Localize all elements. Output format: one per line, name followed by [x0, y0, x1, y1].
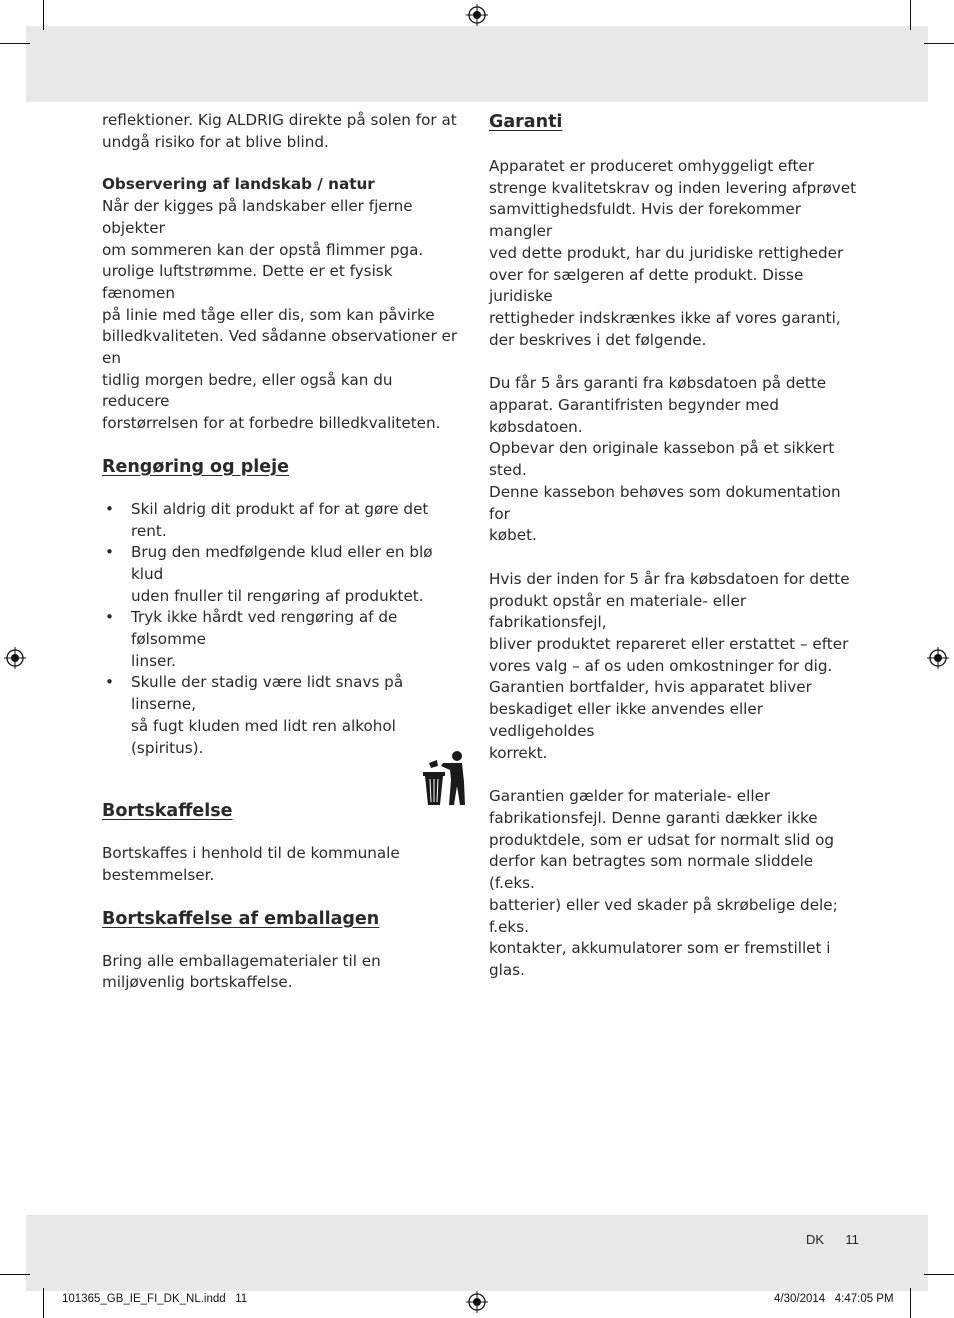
crop-mark — [0, 1274, 30, 1275]
intro-paragraph — [102, 110, 462, 153]
text-line: Opbevar den originale kassebon på et sikkert sted. — [489, 439, 835, 480]
text-line: miljøvenlig bortskaffelse. — [102, 973, 293, 992]
left-column — [102, 110, 462, 994]
crop-mark — [0, 43, 30, 44]
crop-mark — [924, 43, 954, 44]
text-line: tidlig morgen bedre, eller også kan du reducere — [102, 370, 393, 411]
text-line: • Skulle der stadig være lidt snavs på linserne, — [131, 673, 404, 714]
header-band — [26, 26, 928, 102]
list-item — [102, 542, 462, 607]
text-line: urolige luftstrømme. Dette er et fysisk fænomen — [102, 262, 393, 302]
warranty-paragraph — [489, 569, 861, 764]
warranty-paragraph — [489, 156, 861, 351]
text-line: Garantien bortfalder, hvis apparatet bliver — [489, 678, 812, 697]
cleaning-list — [102, 499, 462, 759]
crop-mark — [910, 1288, 911, 1318]
text-line: • Brug den medfølgende klud eller en blø klud — [131, 543, 433, 583]
registration-mark-icon — [927, 647, 949, 669]
registration-mark-icon — [4, 647, 26, 669]
footer-band — [26, 1215, 928, 1291]
packaging-heading: Bortskaffelse af emballagen — [102, 908, 380, 929]
text-line: rettigheder indskrænkes ikke af vores garanti, — [489, 308, 841, 327]
text-line: billedkvaliteten. Ved sådanne observationer er en — [102, 327, 458, 368]
text-line: forstørrelsen for at forbedre billedkvaliteten. — [102, 414, 441, 433]
text-line: undgå risiko for at blive blind. — [102, 132, 329, 151]
crop-mark — [910, 0, 911, 30]
registration-mark-icon — [466, 1291, 488, 1313]
text-line: bestemmelser. — [102, 865, 215, 884]
text-line: Apparatet er produceret omhyggeligt efter — [489, 157, 815, 175]
page-number — [806, 1232, 859, 1247]
text-line: batterier) eller ved skader på skrøbelige dele; f.eks. — [489, 895, 838, 936]
file-slug: 101365_GB_IE_FI_DK_NL.indd 11 — [62, 1293, 248, 1305]
page-number-value: 11 — [845, 1232, 859, 1247]
language-code: DK — [806, 1232, 825, 1247]
disposal-paragraph — [102, 843, 462, 886]
text-line: produktdele, som er udsat for normalt slid og — [489, 830, 835, 849]
landscape-subheading: Observering af landskab / natur — [102, 175, 375, 194]
text-line: strenge kvalitetskrav og inden levering afprøvet — [489, 178, 857, 197]
crop-mark — [924, 1274, 954, 1275]
text-line: Bring alle emballagematerialer til en — [102, 951, 381, 970]
recycle-bin-person-icon — [419, 750, 467, 806]
text-line: Garantien gælder for materiale- eller — [489, 787, 771, 806]
text-line: derfor kan betragtes som normale sliddele (f.eks. — [489, 852, 814, 893]
text-line: så fugt kluden med lidt ren alkohol (spiritus). — [131, 716, 396, 757]
text-line: apparat. Garantifristen begynder med købsdatoen. — [489, 396, 780, 436]
text-line: • Tryk ikke hårdt ved rengøring af de følsomme — [131, 608, 398, 649]
text-line: ved dette produkt, har du juridiske rettigheder — [489, 243, 844, 262]
registration-mark-icon — [466, 4, 488, 26]
crop-mark — [43, 0, 44, 30]
text-line: beskadiget eller ikke anvendes eller vedligeholdes — [489, 700, 763, 740]
text-line: • Skil aldrig dit produkt af for at gøre det rent. — [131, 499, 429, 540]
warranty-paragraph — [489, 373, 861, 547]
cleaning-heading: Rengøring og pleje — [102, 456, 289, 477]
text-line: uden fnuller til rengøring af produktet. — [131, 586, 424, 605]
text-line: produkt opstår en materiale- eller fabrikationsfejl, — [489, 591, 747, 632]
text-line: linser. — [131, 651, 176, 670]
list-item — [102, 672, 462, 759]
text-line: kontakter, akkumulatorer som er fremstillet i glas. — [489, 939, 831, 979]
crop-mark — [43, 1288, 44, 1318]
print-timestamp: 4/30/2014 4:47:05 PM — [774, 1293, 894, 1305]
list-item — [102, 499, 462, 542]
warranty-heading: Garanti — [489, 112, 563, 132]
text-line: reflektioner. Kig ALDRIG direkte på solen for at — [102, 111, 457, 129]
list-item — [102, 607, 462, 672]
text-line: bliver produktet repareret eller erstattet – efter — [489, 635, 849, 654]
text-line: Hvis der inden for 5 år fra købsdatoen for dette — [489, 569, 850, 588]
text-line: over for sælgeren af dette produkt. Disse juridiske — [489, 265, 804, 306]
packaging-paragraph — [102, 951, 462, 994]
text-line: købet. — [489, 526, 537, 545]
text-line: Bortskaffes i henhold til de kommunale — [102, 844, 400, 863]
text-line: om sommeren kan der opstå flimmer pga. — [102, 240, 424, 259]
warranty-paragraph — [489, 786, 861, 981]
text-line: korrekt. — [489, 743, 548, 762]
landscape-paragraph — [102, 196, 462, 435]
text-line: fabrikationsfejl. Denne garanti dækker ikke — [489, 808, 818, 827]
text-line: vores valg – af os uden omkostninger for dig. — [489, 656, 833, 675]
text-line: Du får 5 års garanti fra købsdatoen på dette — [489, 374, 827, 393]
text-line: samvittighedsfuldt. Hvis der forekommer mangler — [489, 200, 801, 241]
disposal-heading: Bortskaffelse — [102, 801, 233, 822]
text-line: der beskrives i det følgende. — [489, 330, 707, 349]
text-line: Denne kassebon behøves som dokumentation for — [489, 482, 841, 523]
text-line: Når der kigges på landskaber eller fjerne objekter — [102, 197, 413, 237]
right-column — [489, 110, 861, 982]
text-line: på linie med tåge eller dis, som kan påvirke — [102, 305, 435, 324]
